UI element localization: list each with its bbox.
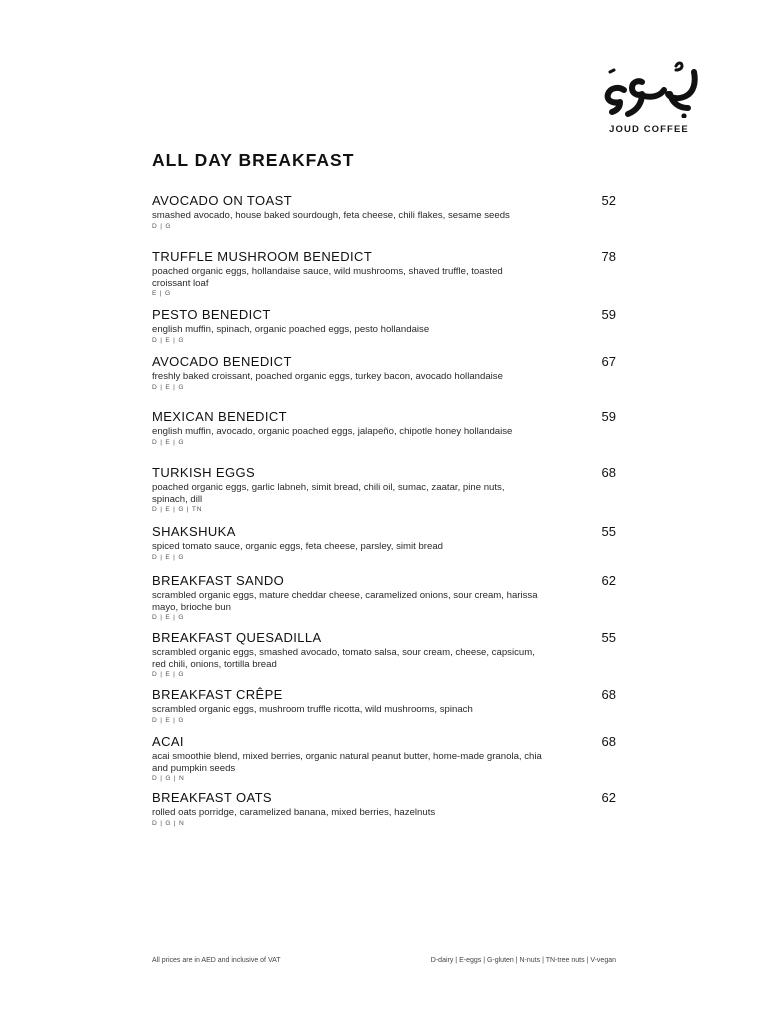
menu-item [152, 790, 616, 828]
brand-logo [594, 58, 704, 140]
item-price: 67 [601, 354, 616, 369]
item-allergens: D | E | G [152, 671, 185, 678]
item-allergens: D | E | G [152, 614, 185, 621]
item-allergens: D | G | N [152, 819, 185, 827]
item-price: 59 [601, 409, 616, 424]
item-name: AVOCADO BENEDICT [152, 354, 292, 369]
section-title: ALL DAY BREAKFAST [152, 150, 355, 170]
item-allergens: D | E | G [152, 438, 185, 446]
item-allergens: D | E | G | TN [152, 506, 203, 513]
item-name: BREAKFAST OATS [152, 790, 272, 805]
item-description: english muffin, avocado, organic poached eggs, jalapeño, chipotle honey hollandaise [152, 426, 513, 437]
item-price: 78 [601, 249, 616, 264]
item-description: scrambled organic eggs, mushroom truffle ricotta, wild mushrooms, spinach [152, 704, 473, 715]
item-allergens: D | G [152, 222, 172, 230]
price-note: All prices are in AED and inclusive of VAT [152, 957, 281, 964]
item-allergens: D | E | G [152, 336, 185, 344]
brand-name: JOUD COFFEE [609, 124, 689, 135]
item-description: poached organic eggs, hollandaise sauce, wild mushrooms, shaved truffle, toasted croissant loaf [152, 266, 503, 289]
menu-item [152, 687, 616, 725]
item-price: 62 [601, 790, 616, 805]
item-price: 52 [601, 193, 616, 208]
item-price: 55 [601, 524, 616, 539]
menu-item [152, 409, 616, 447]
item-allergens: D | G | N [152, 775, 185, 782]
menu-item [152, 524, 616, 562]
item-description: english muffin, spinach, organic poached eggs, pesto hollandaise [152, 324, 430, 335]
arabic-calligraphy-logo-icon [598, 60, 702, 118]
item-allergens: D | E | G [152, 553, 185, 561]
item-price: 68 [601, 687, 616, 702]
menu-item [152, 465, 616, 514]
item-allergens: E | G [152, 290, 171, 297]
item-name: SHAKSHUKA [152, 524, 236, 539]
item-description: freshly baked croissant, poached organic eggs, turkey bacon, avocado hollandaise [152, 371, 503, 382]
item-name: PESTO BENEDICT [152, 307, 271, 322]
item-description: rolled oats porridge, caramelized banana, mixed berries, hazelnuts [152, 807, 436, 818]
menu-item [152, 734, 616, 783]
menu-item [152, 249, 616, 298]
item-description: poached organic eggs, garlic labneh, simit bread, chili oil, sumac, zaatar, pine nuts, spinach, dill [152, 482, 505, 505]
item-description: scrambled organic eggs, mature cheddar cheese, caramelized onions, sour cream, harissa mayo, brioche bun [152, 590, 538, 613]
item-allergens: D | E | G [152, 383, 185, 391]
item-allergens: D | E | G [152, 716, 185, 724]
menu-item [152, 307, 616, 345]
item-name: MEXICAN BENEDICT [152, 409, 287, 424]
item-price: 55 [601, 630, 616, 645]
item-price: 68 [601, 734, 616, 749]
item-name: TRUFFLE MUSHROOM BENEDICT [152, 249, 373, 264]
item-name: BREAKFAST QUESADILLA [152, 630, 322, 645]
menu-item [152, 573, 616, 622]
item-description: spiced tomato sauce, organic eggs, feta cheese, parsley, simit bread [152, 541, 443, 552]
item-description: scrambled organic eggs, smashed avocado, tomato salsa, sour cream, cheese, capsicum, red chili, onions, tortilla bread [152, 647, 535, 670]
item-name: BREAKFAST SANDO [152, 573, 285, 588]
item-name: BREAKFAST CRÊPE [152, 687, 283, 702]
menu-item [152, 193, 616, 231]
allergen-legend: D-dairy | E-eggs | G-gluten | N-nuts | TN-tree nuts | V-vegan [430, 957, 616, 964]
item-name: ACAI [152, 734, 184, 749]
item-price: 62 [601, 573, 616, 588]
item-name: TURKISH EGGS [152, 465, 256, 480]
item-price: 59 [601, 307, 616, 322]
menu-item [152, 354, 616, 392]
item-name: AVOCADO ON TOAST [152, 193, 293, 208]
menu-item [152, 630, 616, 679]
item-price: 68 [601, 465, 616, 480]
item-description: smashed avocado, house baked sourdough, feta cheese, chili flakes, sesame seeds [152, 210, 510, 221]
item-description: acai smoothie blend, mixed berries, organic natural peanut butter, home-made granola, chia and pumpkin seeds [152, 751, 542, 774]
